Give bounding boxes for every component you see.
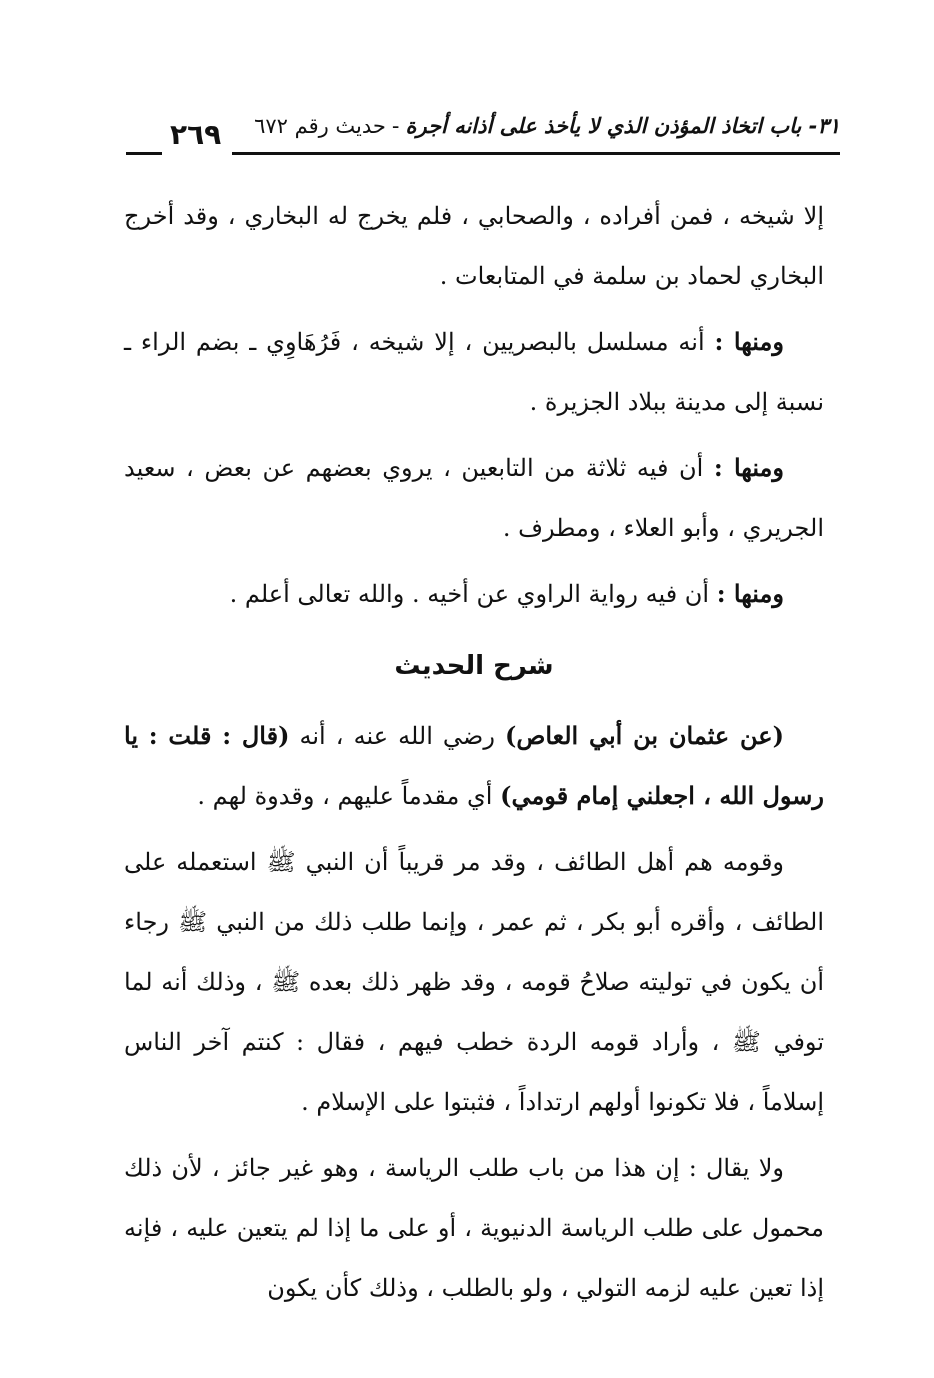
hadith-reference: حديث رقم ٦٧٢ (254, 114, 386, 138)
paragraph: وقومه هم أهل الطائف ، وقد مر قريباً أن النبي ﷺ استعمله على الطائف ، وأقره أبو بكر ، ثم عمر ، وإنما طلب ذلك من النبي ﷺ رجاء أن يكون في توليته صلاحُ قومه ، وقد ظهر ذلك بعده ﷺ ، وذلك أنه لما توفي ﷺ ، وأراد قومه الردة خطب فيهم ، فقال : كنتم آخر الناس إسلاماً ، فلا تكونوا أولهم ارتداداً ، فثبتوا على الإسلام . (124, 848, 824, 1116)
section-heading: شرح الحديث (394, 651, 554, 681)
paragraph-lead: ومنها : (713, 453, 785, 482)
paragraph (124, 564, 824, 624)
page-number: ٢٦٩ (170, 118, 222, 151)
paragraph (124, 706, 824, 826)
quoted-text: (قال : قلت : يا رسول الله ، اجعلني إمام قومي) (124, 721, 824, 810)
paragraph-text: أن فيه رواية الراوي عن أخيه . والله تعالى أعلم . (229, 580, 717, 608)
header-rule (232, 152, 840, 155)
paragraph (124, 312, 824, 432)
paragraph-text: أن فيه ثلاثة من التابعين ، يروي بعضهم عن بعض ، سعيد الجريري ، وأبو العلاء ، ومطرف . (124, 454, 824, 542)
paragraph-text: أنه مسلسل بالبصريين ، إلا شيخه ، فَرُهَاوِي ـ بضم الراء ـ نسبة إلى مدينة ببلاد الجزيرة . (124, 328, 824, 416)
paragraph-text: أي مقدماً عليهم ، وقدوة لهم . (197, 782, 501, 810)
paragraph-lead: ومنها : (716, 579, 784, 608)
chapter-title: ٣١- باب اتخاذ المؤذن الذي لا يأخذ على أذانه أجرة (405, 114, 840, 138)
paragraph-text: رضي الله عنه ، أنه (289, 722, 505, 750)
header-separator: - (391, 114, 400, 138)
paragraph (124, 438, 824, 558)
paragraph: ولا يقال : إن هذا من باب طلب الرياسة ، وهو غير جائز ، لأن ذلك محمول على طلب الرياسة الدنيوية ، أو على ما إذا لم يتعين عليه ، فإنه إذا تعين عليه لزمه التولي ، ولو بالطلب ، وذلك كأن يكون (124, 1154, 824, 1302)
quoted-text: (عن عثمان بن أبي العاص) (504, 721, 784, 750)
running-header (254, 114, 840, 138)
paragraph: إلا شيخه ، فمن أفراده ، والصحابي ، فلم يخرج له البخاري ، وقد أخرج البخاري لحماد بن سلمة في المتابعات . (124, 202, 824, 290)
page-number-dash (126, 152, 162, 155)
page-body (124, 186, 824, 1324)
page-header (118, 110, 840, 160)
paragraph-lead: ومنها : (714, 327, 784, 356)
